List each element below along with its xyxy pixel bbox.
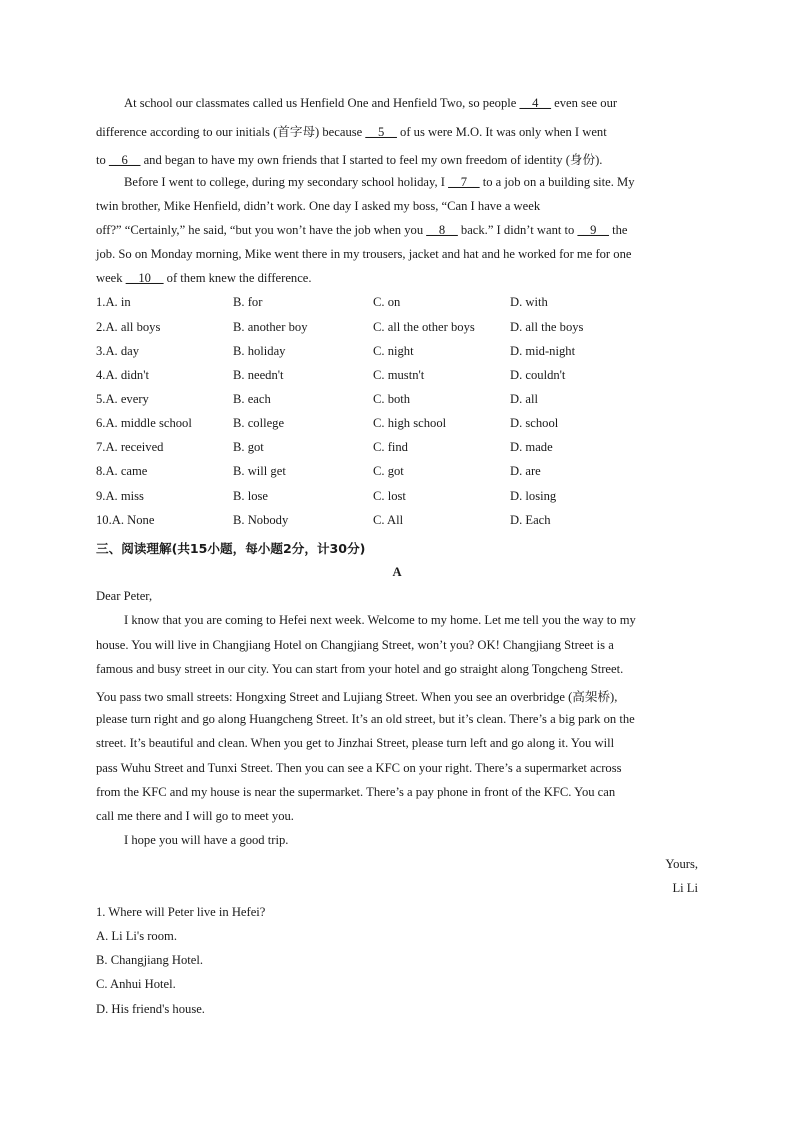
option-d: D. losing [510,489,557,503]
option-a: 3.A. day [96,344,140,358]
option-b: B. lose [233,489,268,503]
blank-6: __6__ [108,153,141,167]
blank-8: __8__ [426,223,458,237]
text: Before I went to college, during my secondary school holiday, I [124,175,449,189]
option-b: B. will get [233,464,286,478]
option-d: D. Each [510,513,551,527]
letter-line-3: famous and busy street in our city. You can start from your hotel and go straight along Tongcheng Street. [96,662,624,676]
passage-line-7 [96,247,631,262]
text: twin brother, Mike Henfield, didn’t work. One day I asked my boss, “Can I have a week [96,199,541,213]
option-b: B. another boy [233,320,308,334]
option-a: 10.A. None [96,513,155,527]
blank-9: __9__ [577,223,609,237]
option-b: B. holiday [233,344,286,358]
text: off?” “Certainly,” he said, “but you won’t have the job when you [96,223,427,237]
section-title: 三、阅读理解(共15小题，每小题2分，计30分) [96,541,366,556]
passage-line-1 [124,96,617,111]
option-c: C. high school [373,416,447,430]
text: to [96,153,109,167]
passage-line-4 [124,175,635,190]
text: to a job on a building site. My [479,175,635,189]
option-c: C. night [373,344,414,358]
passage-line-5 [96,199,540,214]
text: and began to have my own friends that I started to feel my own freedom of identity (身份). [140,153,603,167]
letter-line-9: call me there and I will go to meet you. [96,809,294,823]
blank-10: __10__ [125,271,164,285]
option-b: B. needn't [233,368,284,382]
option-d: D. mid-night [510,344,576,358]
option-b: B. college [233,416,285,430]
option-c: C. all the other boys [373,320,475,334]
option-row-3 [96,344,716,364]
option-row-10 [96,513,716,533]
passage-line-8 [96,271,312,286]
option-c: C. lost [373,489,406,503]
option-a: 4.A. didn't [96,368,149,382]
letter-line-7: pass Wuhu Street and Tunxi Street. Then you can see a KFC on your right. There’s a supermarket across [96,761,622,775]
letter-line-10: I hope you will have a good trip. [124,833,289,847]
option-d: D. with [510,295,548,309]
option-row-5 [96,392,716,412]
option-row-7 [96,440,716,460]
option-row-6 [96,416,716,436]
text: of us were M.O. It was only when I went [396,125,607,139]
option-c: C. got [373,464,404,478]
text: back.” I didn’t want to [457,223,578,237]
question-stem: 1. Where will Peter live in Hefei? [96,905,266,919]
blank-4: __4__ [519,96,551,110]
option-a: 1.A. in [96,295,131,309]
text: even see our [550,96,618,110]
blank-7: __7__ [448,175,480,189]
question-choice-c: C. Anhui Hotel. [96,977,176,991]
option-row-9 [96,489,716,509]
option-d: D. all the boys [510,320,584,334]
option-d: D. school [510,416,559,430]
blank-5: __5__ [365,125,397,139]
passage-line-2 [96,121,607,140]
option-c: C. mustn't [373,368,425,382]
option-a: 2.A. all boys [96,320,161,334]
option-b: B. Nobody [233,513,289,527]
text: difference according to our initials (首字母) because [96,125,366,139]
letter-signature: Li Li [672,881,698,895]
question-choice-b: B. Changjiang Hotel. [96,953,204,967]
passage-line-6 [96,223,628,238]
letter-line-6: street. It’s beautiful and clean. When you get to Jinzhai Street, please turn left and go along it. You will [96,736,615,750]
text: of them knew the difference. [163,271,312,285]
option-c: C. find [373,440,408,454]
option-a: 7.A. received [96,440,164,454]
letter-line-4: You pass two small streets: Hongxing Street and Lujiang Street. When you see an overbridge (高架桥), [96,690,618,704]
option-row-8 [96,464,716,484]
letter-greeting: Dear Peter, [96,589,153,603]
option-a: 9.A. miss [96,489,144,503]
option-d: D. couldn't [510,368,566,382]
option-a: 5.A. every [96,392,149,406]
letter-line-1: I know that you are coming to Hefei next week. Welcome to my home. Let me tell you the way to my [124,613,636,627]
letter-line-5: please turn right and go along Huangcheng Street. It’s an old street, but it’s clean. There’s a big park on the [96,712,635,726]
option-c: C. All [373,513,404,527]
letter-closing: Yours, [665,857,698,871]
letter-line-2: house. You will live in Changjiang Hotel on Changjiang Street, won’t you? OK! Changjiang Street is a [96,638,614,652]
text: At school our classmates called us Henfield One and Henfield Two, so people [124,96,520,110]
option-b: B. for [233,295,263,309]
option-row-4 [96,368,716,388]
option-b: B. got [233,440,264,454]
option-d: D. made [510,440,553,454]
question-choice-d: D. His friend's house. [96,1002,205,1016]
option-row-2 [96,320,716,340]
option-a: 8.A. came [96,464,148,478]
option-d: D. all [510,392,538,406]
question-choice-a: A. Li Li's room. [96,929,177,943]
option-c: C. both [373,392,411,406]
text: job. So on Monday morning, Mike went there in my trousers, jacket and hat and he worked for me for one [96,247,632,261]
text: week [96,271,126,285]
option-d: D. are [510,464,541,478]
text: the [608,223,628,237]
passage-line-3 [96,149,602,168]
option-b: B. each [233,392,271,406]
option-row-1 [96,295,716,315]
option-a: 6.A. middle school [96,416,192,430]
option-c: C. on [373,295,401,309]
part-label: A [392,565,402,579]
letter-line-8: from the KFC and my house is near the supermarket. There’s a pay phone in front of the KFC. You can [96,785,616,799]
